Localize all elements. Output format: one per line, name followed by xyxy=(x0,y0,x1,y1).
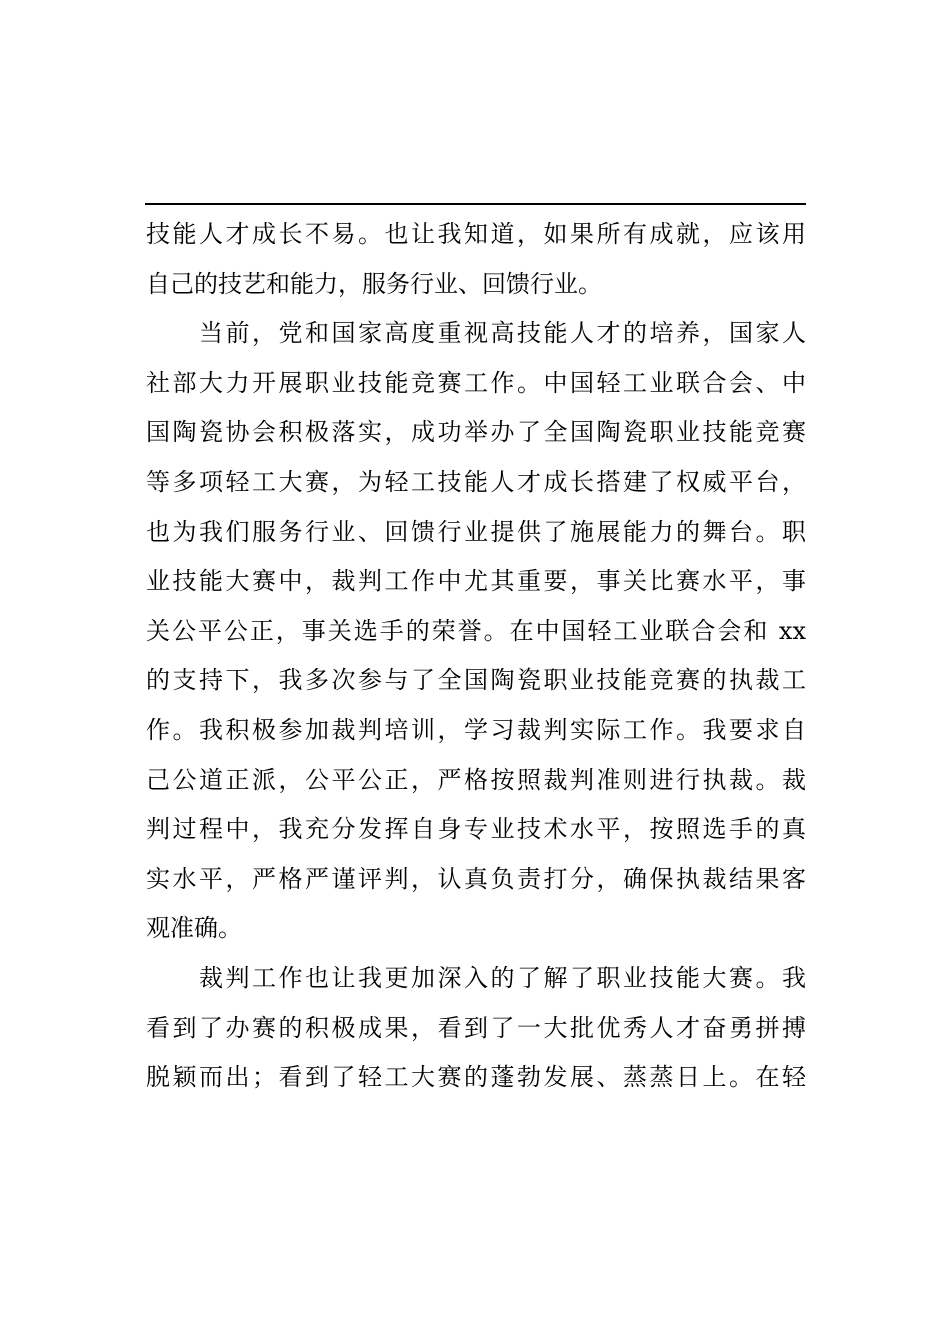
text-line: 判过程中，我充分发挥自身专业技术水平，按照选手的真 xyxy=(146,815,806,844)
paragraph-first-line: 裁判工作也让我更加深入的了解了职业技能大赛。我 xyxy=(199,963,806,992)
header-rule xyxy=(145,203,806,205)
text-line: 社部大力开展职业技能竞赛工作。中国轻工业联合会、中 xyxy=(146,368,806,397)
paragraph-first-line: 当前，党和国家高度重视高技能人才的培养，国家人 xyxy=(199,319,806,348)
text-line: 脱颖而出；看到了轻工大赛的蓬勃发展、蒸蒸日上。在轻 xyxy=(146,1063,806,1092)
text-line: 等多项轻工大赛，为轻工技能人才成长搭建了权威平台， xyxy=(146,467,806,496)
document-body xyxy=(146,210,806,1103)
text-line: 己公道正派，公平公正，严格按照裁判准则进行执裁。裁 xyxy=(146,765,806,794)
text-line: 技能人才成长不易。也让我知道，如果所有成就，应该用 xyxy=(146,220,806,248)
text-line: 作。我积极参加裁判培训，学习裁判实际工作。我要求自 xyxy=(146,715,806,744)
text-line: 业技能大赛中，裁判工作中尤其重要，事关比赛水平，事 xyxy=(146,567,806,596)
text-line: 关公平公正，事关选手的荣誉。在中国轻工业联合会和 xx xyxy=(146,616,806,645)
text-line: 看到了办赛的积极成果，看到了一大批优秀人才奋勇拼搏 xyxy=(146,1013,806,1042)
text-line: 国陶瓷协会积极落实，成功举办了全国陶瓷职业技能竞赛 xyxy=(146,418,806,447)
text-line: 的支持下，我多次参与了全国陶瓷职业技能竞赛的执裁工 xyxy=(146,666,806,695)
text-line: 也为我们服务行业、回馈行业提供了施展能力的舞台。职 xyxy=(146,517,806,546)
text-line: 实水平，严格严谨评判，认真负责打分，确保执裁结果客 xyxy=(146,864,806,893)
text-line: 自己的技艺和能力，服务行业、回馈行业。 xyxy=(146,269,602,298)
text-line: 观准确。 xyxy=(146,914,242,943)
